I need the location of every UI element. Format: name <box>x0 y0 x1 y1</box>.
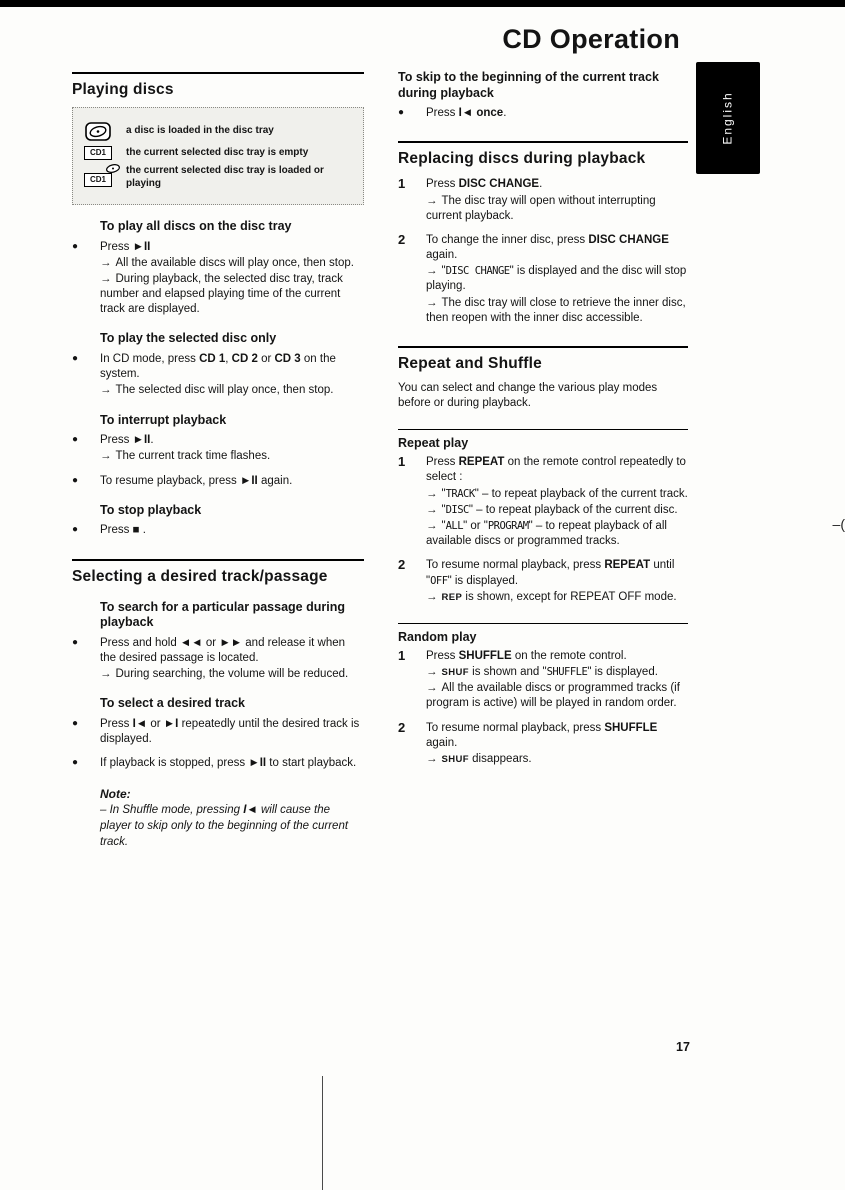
result-text: SHUF is shown and "SHUFFLE" is displayed. <box>441 666 658 679</box>
numbered-step <box>398 454 688 549</box>
instruction-item <box>72 473 364 489</box>
result-line <box>426 487 688 502</box>
instruction-item <box>72 635 364 683</box>
instruction-item <box>72 716 364 747</box>
instruction-item <box>72 432 364 464</box>
instruction-item <box>72 239 364 318</box>
legend-label: the current selected disc tray is loaded or playing <box>126 165 324 189</box>
subheading-random-play: Random play <box>398 623 688 644</box>
arrow-icon: → <box>426 194 438 207</box>
instruction-step: Press ►II <box>100 240 151 253</box>
result-text: The current track time flashes. <box>115 450 271 463</box>
note-text: – In Shuffle mode, pressing I◄ will cause the player to skip only to the beginning of the current track. <box>100 804 349 848</box>
instruction-item <box>398 105 688 121</box>
result-line <box>100 449 364 464</box>
subheading-search-passage: To search for a particular passage during playback <box>100 599 345 630</box>
numbered-step <box>398 720 688 768</box>
bullet-icon: ● <box>72 353 79 365</box>
section-heading-repeat-shuffle: Repeat and Shuffle <box>398 346 688 373</box>
cd-tray-badge: CD1 <box>84 146 112 160</box>
section-replacing-discs <box>398 141 688 326</box>
instruction-step: Press ■ . <box>100 524 146 537</box>
result-text: During playback, the selected disc tray, track number and elapsed playing time of the current track are displayed. <box>100 272 343 316</box>
page-title: CD Operation <box>502 24 680 54</box>
numbered-step <box>398 557 688 605</box>
instruction-step: To resume playback, press ►II again. <box>100 474 293 487</box>
step-number: 2 <box>398 719 406 735</box>
result-line <box>426 194 688 224</box>
result-text: SHUF disappears. <box>441 752 532 765</box>
result-line <box>100 667 364 682</box>
section-selecting-track <box>72 559 364 850</box>
disc-overlay-icon <box>105 163 121 174</box>
step-number: 1 <box>398 454 406 470</box>
language-tab <box>696 62 760 174</box>
arrow-icon: → <box>100 256 112 269</box>
left-column <box>72 72 364 850</box>
result-line <box>100 272 364 318</box>
subheading-select-track: To select a desired track <box>100 696 245 711</box>
legend-label: a disc is loaded in the disc tray <box>126 125 274 137</box>
result-line <box>426 681 688 711</box>
bullet-icon: ● <box>72 474 79 486</box>
subheading-interrupt-playback: To interrupt playback <box>100 412 227 427</box>
cd-tray-loaded-icon <box>80 169 116 187</box>
bullet-icon: ● <box>72 434 79 446</box>
instruction-item <box>72 351 364 399</box>
subheading-stop-playback: To stop playback <box>100 502 202 517</box>
note-block <box>100 787 364 850</box>
step-number: 1 <box>398 647 406 663</box>
result-text: The disc tray will close to retrieve the inner disc, then reopen with the inner disc accessible. <box>426 296 686 324</box>
result-text: The selected disc will play once, then stop. <box>115 384 334 397</box>
page-number: 17 <box>676 1040 690 1054</box>
step-number: 2 <box>398 557 406 573</box>
note-title: Note: <box>100 787 131 802</box>
result-text: All the available discs will play once, then stop. <box>115 256 354 269</box>
arrow-icon: → <box>100 668 112 681</box>
disc-loaded-icon <box>80 122 116 141</box>
result-line <box>426 264 688 294</box>
result-text: "TRACK" – to repeat playback of the current track. <box>441 487 688 500</box>
result-line <box>100 383 364 398</box>
legend-row-tray-loaded <box>80 165 356 190</box>
arrow-icon: → <box>100 272 112 285</box>
disc-legend-box <box>72 107 364 205</box>
bullet-icon: ● <box>72 240 79 252</box>
result-text: All the available discs or programmed tracks (if program is active) will be played in random order. <box>426 682 680 710</box>
instruction-step: In CD mode, press CD 1, CD 2 or CD 3 on the system. <box>100 353 336 381</box>
result-line <box>426 665 688 680</box>
cd-tray-badge: CD1 <box>84 173 112 187</box>
arrow-icon: → <box>426 296 438 309</box>
legend-label: the current selected disc tray is empty <box>126 146 309 158</box>
instruction-step: Press I◄ or ►I repeatedly until the desired track is displayed. <box>100 717 360 746</box>
arrow-icon: → <box>100 384 112 397</box>
instruction-item <box>72 522 364 538</box>
top-border <box>0 0 845 7</box>
fold-line <box>322 1076 323 1190</box>
instruction-step: Press DISC CHANGE. <box>426 178 543 191</box>
numbered-step <box>398 648 688 712</box>
subheading-play-all-discs: To play all discs on the disc tray <box>100 219 292 233</box>
section-heading-replacing-discs: Replacing discs during playback <box>398 141 688 168</box>
bullet-icon: ● <box>72 636 79 648</box>
result-text: "DISC" – to repeat playback of the current disc. <box>441 503 678 516</box>
result-line <box>100 256 364 271</box>
arrow-icon: → <box>426 520 438 532</box>
result-text: The disc tray will open without interrupting current playback. <box>426 194 656 222</box>
legend-row-tray-empty <box>80 146 356 160</box>
arrow-icon: → <box>426 752 438 765</box>
step-number: 2 <box>398 231 406 247</box>
instruction-step: If playback is stopped, press ►II to start playback. <box>100 757 357 770</box>
arrow-icon: → <box>426 666 438 679</box>
result-text: During searching, the volume will be reduced. <box>115 668 349 681</box>
instruction-step: Press I◄ once. <box>426 107 507 120</box>
result-text: "DISC CHANGE" is displayed and the disc will stop playing. <box>426 265 687 293</box>
result-text: REP is shown, except for REPEAT OFF mode. <box>441 590 677 603</box>
numbered-step <box>398 176 688 224</box>
instruction-step: To resume normal playback, press SHUFFLE again. <box>426 721 658 749</box>
instruction-item <box>72 755 364 771</box>
legend-row-disc-loaded <box>80 122 356 141</box>
arrow-icon: → <box>426 590 438 603</box>
section-heading-playing-discs: Playing discs <box>72 72 364 99</box>
step-number: 1 <box>398 176 406 192</box>
result-line <box>426 296 688 326</box>
bullet-icon: ● <box>398 107 405 119</box>
subheading-repeat-play: Repeat play <box>398 429 688 450</box>
subheading-play-selected-disc: To play the selected disc only <box>100 331 277 346</box>
instruction-step: To resume normal playback, press REPEAT until "OFF" is displayed. <box>426 559 675 587</box>
arrow-icon: → <box>100 450 112 463</box>
section-intro: You can select and change the various play modes before or during playback. <box>398 381 658 410</box>
instruction-step: Press REPEAT on the remote control repeatedly to select : <box>426 456 686 484</box>
bullet-icon: ● <box>72 717 79 729</box>
bullet-icon: ● <box>72 524 79 536</box>
numbered-step <box>398 232 688 326</box>
cd-tray-empty-icon <box>80 146 116 160</box>
bullet-icon: ● <box>72 757 79 769</box>
arrow-icon: → <box>426 265 438 278</box>
instruction-step: To change the inner disc, press DISC CHANGE again. <box>426 233 669 262</box>
result-line <box>426 590 688 605</box>
section-repeat-and-shuffle <box>398 346 688 767</box>
arrow-icon: → <box>426 487 438 500</box>
section-heading-selecting-track: Selecting a desired track/passage <box>72 559 364 586</box>
instruction-step: Press ►II. <box>100 434 154 447</box>
instruction-step: Press and hold ◄◄ or ►► and release it when the desired passage is located. <box>100 636 346 664</box>
registration-mark: –( <box>832 516 845 532</box>
right-column <box>398 70 688 775</box>
arrow-icon: → <box>426 682 438 695</box>
language-tab-label: English <box>720 91 735 145</box>
subheading-skip-to-beginning: To skip to the beginning of the current track during playback <box>398 70 659 100</box>
result-text: "ALL" or "PROGRAM" – to repeat playback of all available discs or programmed tracks. <box>426 520 667 548</box>
result-line <box>426 519 688 549</box>
instruction-step: Press SHUFFLE on the remote control. <box>426 649 627 662</box>
result-line <box>426 503 688 518</box>
arrow-icon: → <box>426 503 438 516</box>
result-line <box>426 752 688 767</box>
